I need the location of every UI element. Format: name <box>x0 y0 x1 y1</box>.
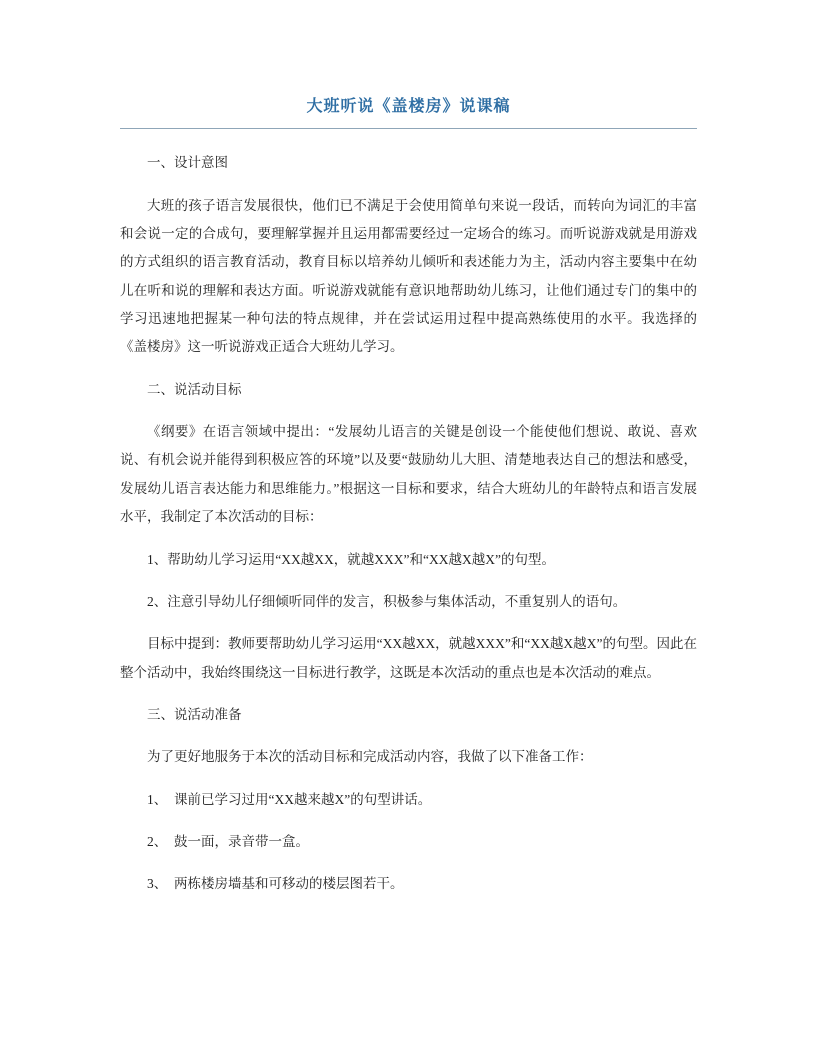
paragraph: 1、帮助幼儿学习运用“XX越XX，就越XXX”和“XX越X越X”的句型。 <box>147 551 555 567</box>
paragraph: 2、 鼓一面，录音带一盒。 <box>147 833 309 849</box>
paragraph: 1、 课前已学习过用“XX越来越X”的句型讲话。 <box>147 791 432 807</box>
paragraph: 目标中提到：教师要帮助幼儿学习运用“XX越XX，就越XXX”和“XX越X越X”的句型。因此在整个活动中，我始终围绕这一目标进行教学，这既是本次活动的重点也是本次活动的难点。 <box>120 636 697 680</box>
paragraph: 2、注意引导幼儿仔细倾听同伴的发言，积极参与集体活动，不重复别人的语句。 <box>147 593 627 609</box>
paragraph: 《纲要》在语言领域中提出：“发展幼儿语言的关键是创设一个能使他们想说、敢说、喜欢说、有机会说并能得到积极应答的环境”以及要“鼓励幼儿大胆、清楚地表达自己的想法和感受，发展幼儿语言表达能力和思维能力。”根据这一目标和要求，结合大班幼儿的年龄特点和语言发展水平，我制定了本次活动的目标： <box>120 424 697 525</box>
document-body <box>120 149 697 898</box>
paragraph: 大班的孩子语言发展很快，他们已不满足于会使用简单句来说一段话，而转向为词汇的丰富和会说一定的合成句，要理解掌握并且运用都需要经过一定场合的练习。而听说游戏就是用游戏的方式组织的语言教育活动，教育目标以培养幼儿倾听和表述能力为主，活动内容主要集中在幼儿在听和说的理解和表达方面。听说游戏就能有意识地帮助幼儿练习，让他们通过专门的集中的学习迅速地把握某一种句法的特点规律，并在尝试运用过程中提高熟练使用的水平。我选择的《盖楼房》这一听说游戏正适合大班幼儿学习。 <box>120 197 697 355</box>
title-divider <box>120 128 697 129</box>
paragraph: 为了更好地服务于本次的活动目标和完成活动内容，我做了以下准备工作： <box>147 749 593 765</box>
section-heading: 二、说活动目标 <box>147 381 242 397</box>
page-title: 大班听说《盖楼房》说课稿 <box>306 98 511 115</box>
section-heading: 一、设计意图 <box>147 155 228 171</box>
paragraph: 3、 两栋楼房墙基和可移动的楼层图若干。 <box>147 876 404 892</box>
section-heading: 三、说活动准备 <box>147 706 242 722</box>
